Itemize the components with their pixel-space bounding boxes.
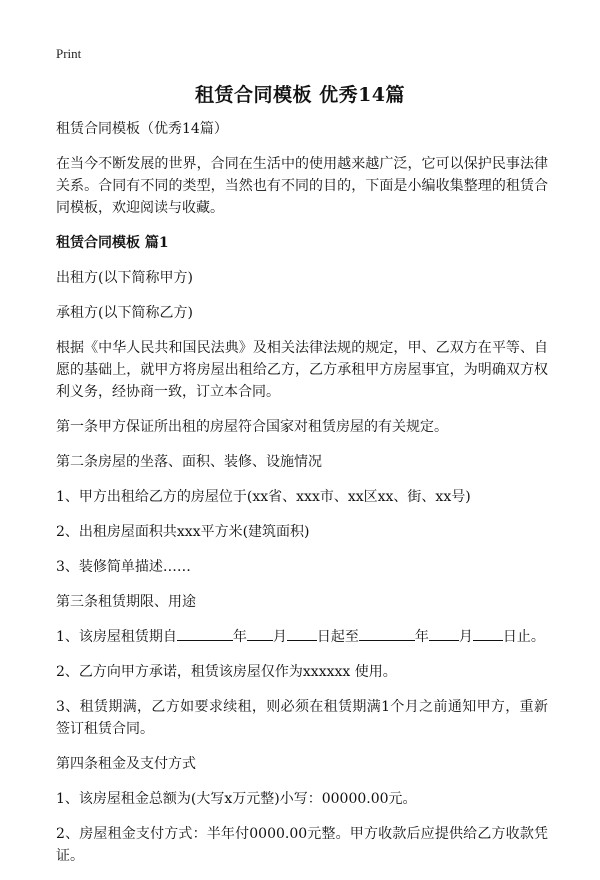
- end-year-label: 年: [414, 629, 429, 645]
- lessee-line: 承租方(以下简称乙方): [56, 305, 193, 321]
- start-day-label: 日起至: [316, 629, 359, 645]
- article-1: 第一条甲方保证所出租的房屋符合国家对租赁房屋的有关规定。: [56, 419, 448, 435]
- article-3-item-3: 3、租赁期满，乙方如要求续租，则必须在租赁期满1个月之前通知甲方，重新签订租赁合同。: [56, 699, 548, 737]
- article-2-item-2: 2、出租房屋面积共xxx平方米(建筑面积): [56, 524, 310, 540]
- start-year-blank: [177, 626, 233, 641]
- start-day-blank: [287, 626, 317, 641]
- article-4-item-2: 2、房屋租金支付方式：半年付0000.00元整。甲方收款后应提供给乙方收款凭证。: [56, 826, 548, 864]
- article-4-heading: 第四条租金及支付方式: [56, 756, 196, 772]
- article-3-item-2: 2、乙方向甲方承诺，租赁该房屋仅作为xxxxxx 使用。: [56, 664, 397, 680]
- lease-term-prefix: 1、该房屋租赁期自: [56, 629, 177, 645]
- end-day-label: 日止。: [502, 629, 545, 645]
- article-4-item-1: 1、该房屋租金总额为(大写x万元整)小写：00000.00元。: [56, 791, 417, 807]
- start-year-label: 年: [232, 629, 247, 645]
- document-body: [56, 118, 548, 880]
- print-link[interactable]: Print: [56, 46, 82, 61]
- article-2-heading: 第二条房屋的坐落、面积、装修、设施情况: [56, 454, 322, 470]
- document-title: 租赁合同模板 优秀14篇: [194, 84, 406, 106]
- intro-paragraph: 在当今不断发展的世界，合同在生活中的使用越来越广泛，它可以保护民事法律关系。合同有不同的类型，当然也有不同的目的，下面是小编收集整理的租赁合同模板，欢迎阅读与收藏。: [56, 156, 548, 216]
- preamble-paragraph: 根据《中华人民共和国民法典》及相关法律法规的规定，甲、乙双方在平等、自愿的基础上，就甲方将房屋出租给乙方，乙方承租甲方房屋事宜，为明确双方权利义务，经协商一致，订立本合同。: [56, 340, 548, 400]
- document-subtitle: 租赁合同模板（优秀14篇）: [56, 121, 228, 137]
- article-3-heading: 第三条租赁期限、用途: [56, 594, 196, 610]
- end-year-blank: [359, 626, 415, 641]
- article-2-item-3: 3、装修简单描述……: [56, 559, 191, 575]
- section-heading: 租赁合同模板 篇1: [56, 235, 169, 251]
- end-month-label: 月: [458, 629, 473, 645]
- start-month-blank: [247, 626, 273, 641]
- end-day-blank: [473, 626, 503, 641]
- end-month-blank: [429, 626, 459, 641]
- start-month-label: 月: [272, 629, 287, 645]
- lessor-line: 出租方(以下简称甲方): [56, 270, 193, 286]
- article-2-item-1: 1、甲方出租给乙方的房屋位于(xx省、xxx市、xx区xx、街、xx号): [56, 489, 471, 505]
- article-3-item-1: [56, 626, 548, 648]
